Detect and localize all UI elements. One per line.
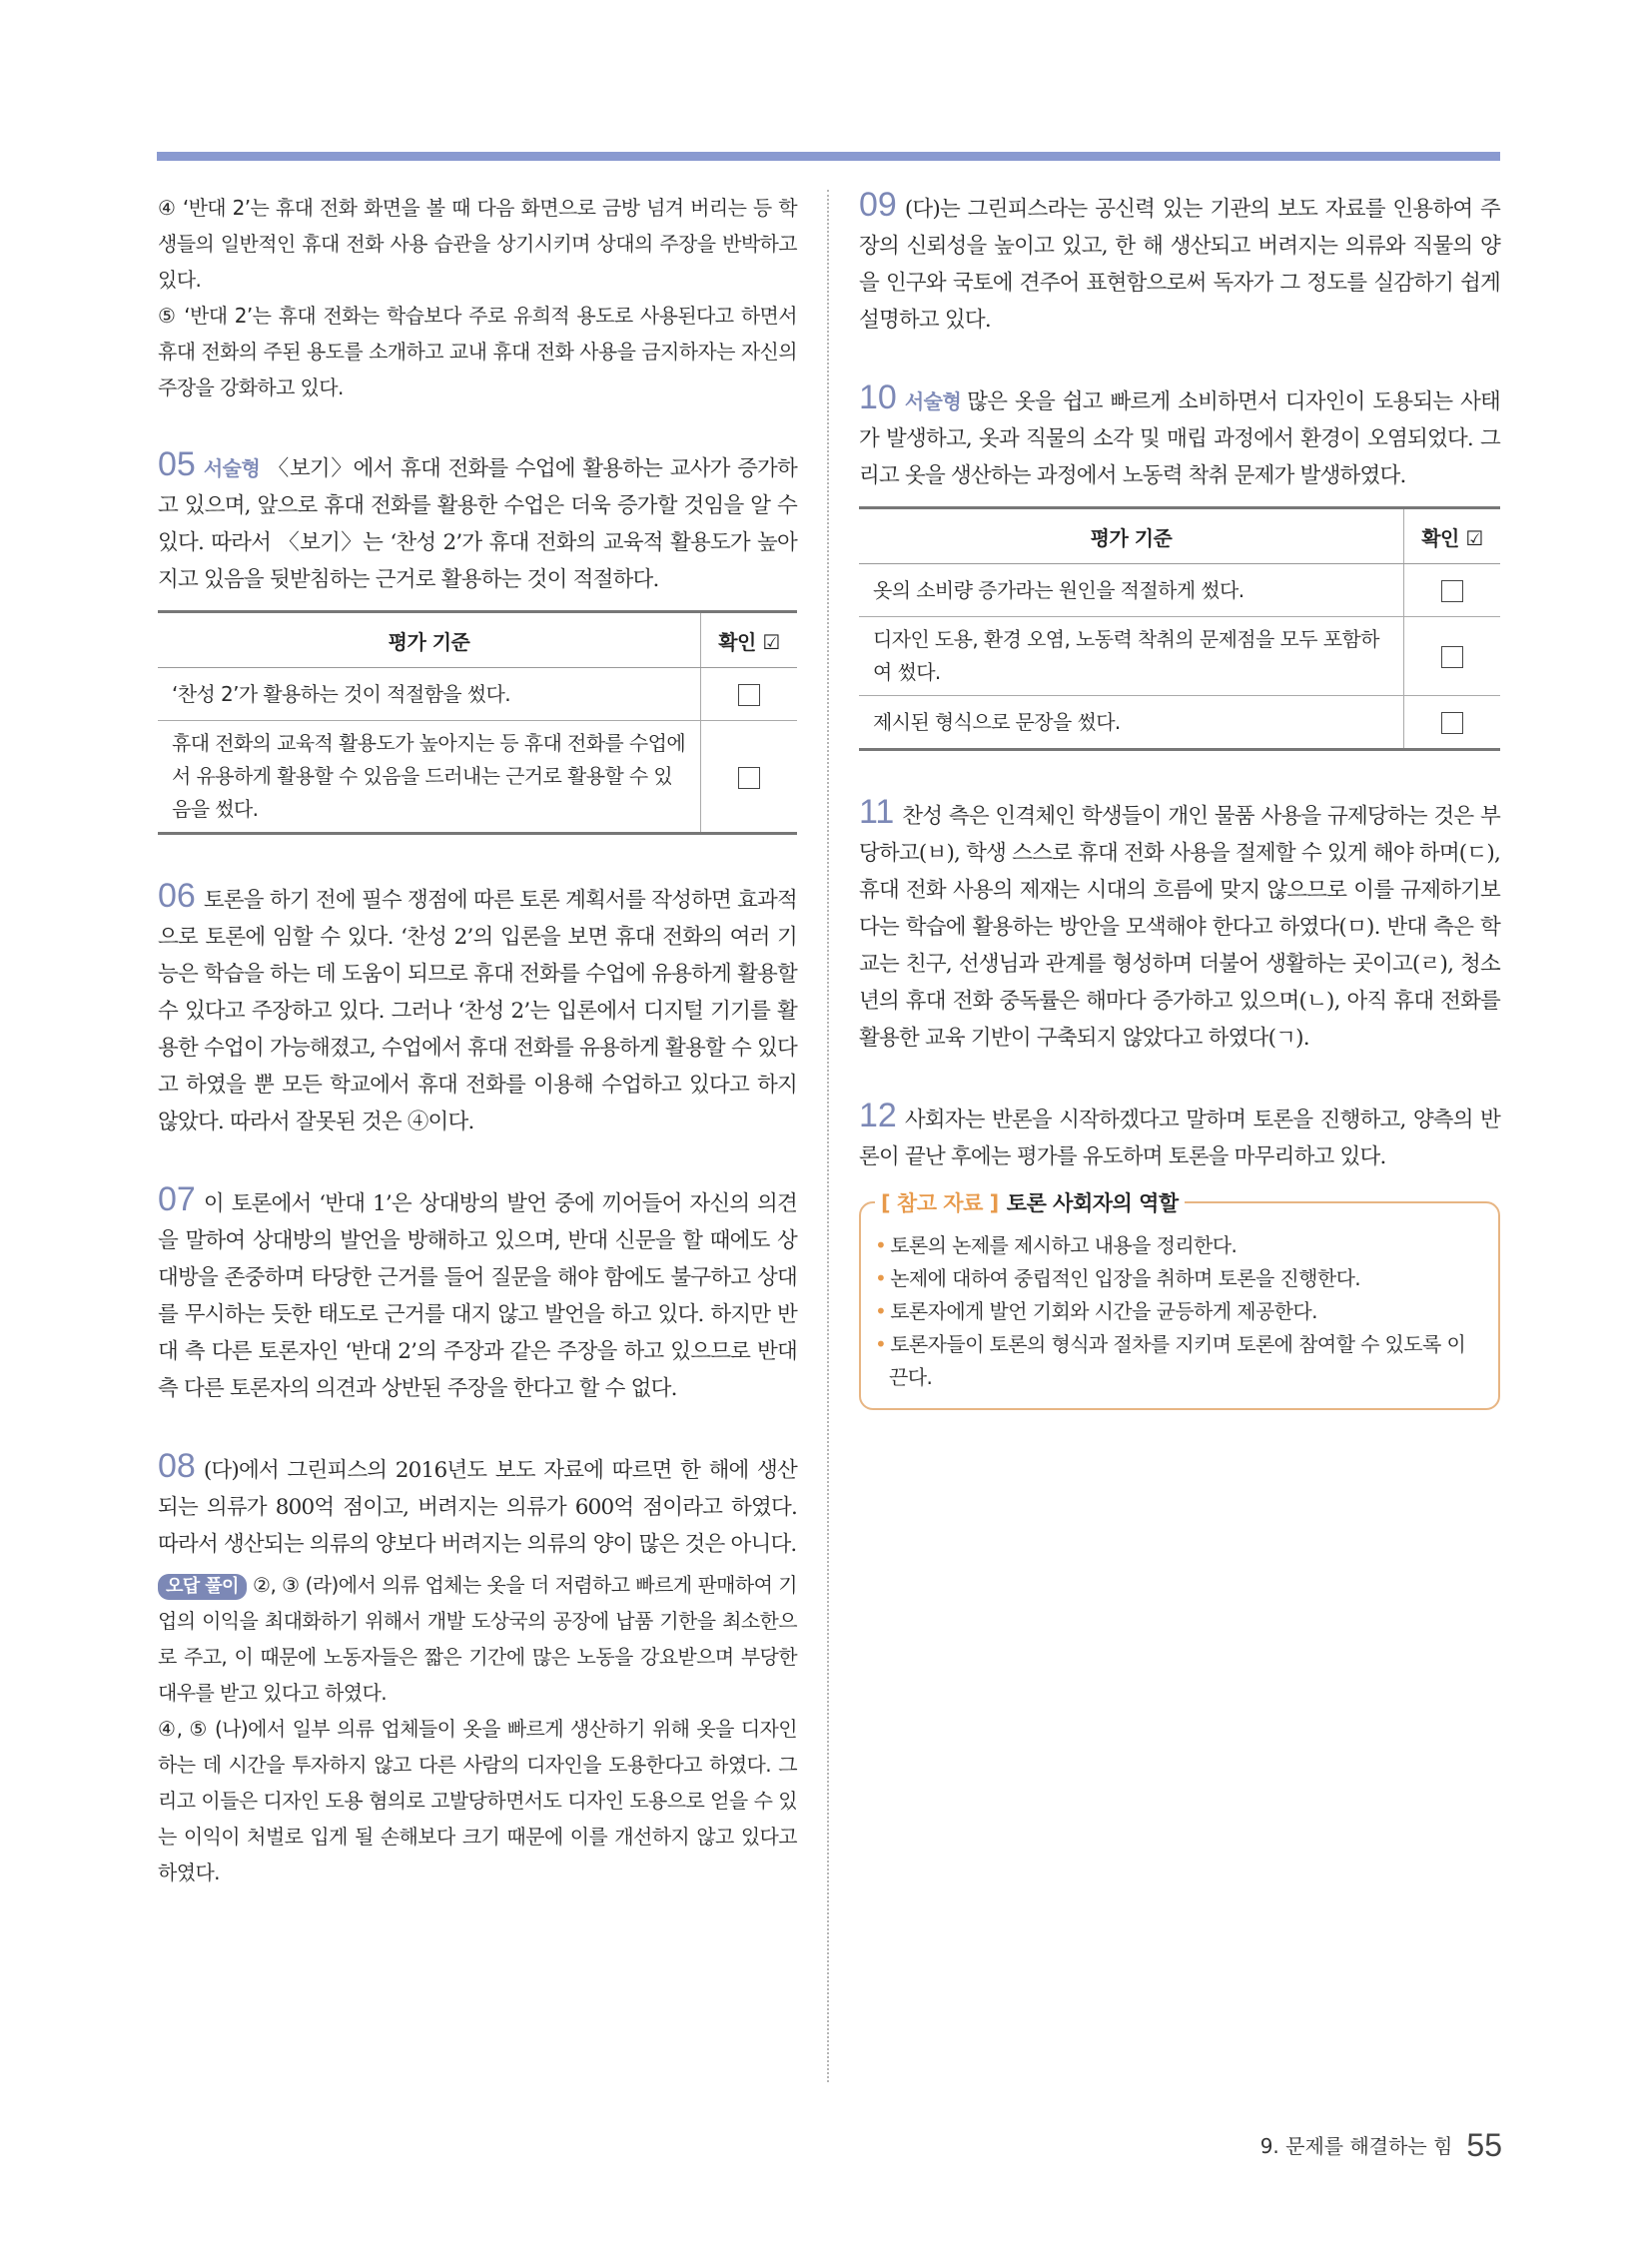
table-row: [158, 721, 797, 834]
checkbox[interactable]: [738, 767, 760, 789]
question-number: 12: [859, 1097, 897, 1134]
page-number: 55: [1466, 2127, 1502, 2163]
answer-option-5: ⑤ ‘반대 2’는 휴대 전화는 학습보다 주로 유희적 용도로 사용된다고 하면서 휴대 전화의 주된 용도를 소개하고 교내 휴대 전화 사용을 금지하자는 자신의 주장을 강화하고 있다.: [158, 304, 797, 399]
table-row: [859, 564, 1500, 617]
reference-label: [ 참고 자료 ]: [881, 1191, 999, 1215]
evaluation-table: [158, 610, 797, 835]
question-number: 05: [158, 445, 196, 483]
table-header-criteria: 평가 기준: [158, 612, 701, 668]
question-number: 11: [859, 793, 895, 831]
answer-option-4: ④ ‘반대 2’는 휴대 전화 화면을 볼 때 다음 화면으로 금방 넘겨 버리는 등 학생들의 일반적인 휴대 전화 사용 습관을 상기시키며 상대의 주장을 반박하고 있다.: [158, 196, 797, 292]
checkbox[interactable]: [1441, 712, 1463, 734]
question-number: 08: [158, 1447, 196, 1485]
question-11: [859, 793, 1500, 1057]
left-column: [158, 190, 797, 1890]
question-number: 09: [859, 186, 897, 224]
header-bar: [157, 152, 1500, 161]
bullet-icon: •: [875, 1299, 887, 1323]
question-answer-text: 이 토론에서 ‘반대 1’은 상대방의 발언 중에 끼어들어 자신의 의견을 말하여 상대방의 발언을 방해하고 있으며, 반대 신문을 할 때에도 상대방을 존중하며 타당한 근거를 들어 질문을 해야 함에도 불구하고 상대를 무시하는 듯한 태도로 근거를 대지 않고 발언을 하고 있다. 하지만 반대 측 다른 토론자인 ‘반대 2’의 주장과 같은 주장을 하고 있으므로 반대 측 다른 토론자의 의견과 상반된 주장을 한다고 할 수 없다.: [158, 1191, 797, 1401]
question-answer-text: 찬성 측은 인격체인 학생들이 개인 물품 사용을 규제당하는 것은 부당하고(ㅂ), 학생 스스로 휴대 전화 사용을 절제할 수 있게 해야 하며(ㄷ), 휴대 전화 사용의 제재는 시대의 흐름에 맞지 않으므로 이를 규제하기보다는 학습에 활용하는 방안을 모색해야 한다고 하였다(ㅁ). 반대 측은 학교는 친구, 선생님과 관계를 형성하며 더불어 생활하는 곳이고(ㄹ), 청소년의 휴대 전화 중독률은 해마다 증가하고 있으며(ㄴ), 아직 휴대 전화를 활용한 교육 기반이 구축되지 않았다고 하였다(ㄱ).: [859, 804, 1500, 1051]
table-header-criteria: 평가 기준: [859, 508, 1404, 564]
reference-item: • 토론의 논제를 제시하고 내용을 정리한다.: [875, 1233, 1238, 1257]
reference-item: • 토론자에게 발언 기회와 시간을 균등하게 제공한다.: [875, 1299, 1317, 1323]
question-answer-text: 많은 옷을 쉽고 빠르게 소비하면서 디자인이 도용되는 사태가 발생하고, 옷과 직물의 소각 및 매립 과정에서 환경이 오염되었다. 그리고 옷을 생산하는 과정에서 노동력 착취 문제가 발생하였다.: [859, 389, 1500, 488]
question-tag: 서술형: [203, 456, 261, 480]
question-12: [859, 1097, 1500, 1410]
criteria-cell: 제시된 형식으로 문장을 썼다.: [859, 696, 1404, 750]
wrong-answer-explanation-1: ②, ③ (라)에서 의류 업체는 옷을 더 저렴하고 빠르게 판매하여 기업의 이익을 최대화하기 위해서 개발 도상국의 공장에 납품 기한을 최소한으로 주고, 이 때문에 노동자들은 짧은 기간에 많은 노동을 강요받으며 부당한 대우를 받고 있다고 하였다.: [158, 1573, 797, 1705]
table-row: [859, 696, 1500, 750]
table-row: [859, 617, 1500, 696]
reference-item: • 논제에 대하여 중립적인 입장을 취하며 토론을 진행한다.: [875, 1266, 1361, 1290]
question-09: [859, 186, 1500, 339]
page-footer: [1260, 2127, 1502, 2164]
question-answer-text: 〈보기〉에서 휴대 전화를 수업에 활용하는 교사가 증가하고 있으며, 앞으로 휴대 전화를 활용한 수업은 더욱 증가할 것임을 알 수 있다. 따라서 〈보기〉는 ‘찬성 2’가 휴대 전화의 교육적 활용도가 높아지고 있음을 뒷받침하는 근거로 활용하는 것이 적절하다.: [158, 456, 797, 592]
checkbox[interactable]: [1441, 580, 1463, 602]
question-tag: 서술형: [904, 389, 962, 413]
question-answer-text: (다)에서 그린피스의 2016년도 보도 자료에 따르면 한 해에 생산되는 의류가 800억 점이고, 버려지는 의류가 600억 점이라고 하였다. 따라서 생산되는 의류의 양보다 버려지는 의류의 양이 많은 것은 아니다.: [158, 1458, 797, 1557]
table-header-check: 확인 ☑: [701, 612, 798, 668]
question-10: [859, 378, 1500, 751]
reference-title: 토론 사회자의 역할: [1006, 1191, 1179, 1215]
bullet-icon: •: [875, 1266, 887, 1290]
question-number: 06: [158, 877, 196, 915]
wrong-answer-explanation-2: ④, ⑤ (나)에서 일부 의류 업체들이 옷을 빠르게 생산하기 위해 옷을 디자인하는 데 시간을 투자하지 않고 다른 사람의 디자인을 도용한다고 하였다. 그리고 이들은 디자인 도용 혐의로 고발당하면서도 디자인 도용으로 얻을 수 있는 이익이 처벌로 입게 될 손해보다 크기 때문에 이를 개선하지 않고 있다고 하였다.: [158, 1717, 797, 1884]
wrong-answer-badge: 오답 풀이: [158, 1574, 247, 1600]
bullet-icon: •: [875, 1233, 887, 1257]
table-row: [158, 668, 797, 721]
reference-item: • 토론자들이 토론의 형식과 절차를 지키며 토론에 참여할 수 있도록 이끈다.: [875, 1332, 1466, 1389]
question-answer-text: 토론을 하기 전에 필수 쟁점에 따른 토론 계획서를 작성하면 효과적으로 토론에 임할 수 있다. ‘찬성 2’의 입론을 보면 휴대 전화의 여러 기능은 학습을 하는 데 도움이 되므로 휴대 전화를 수업에 유용하게 활용할 수 있다고 주장하고 있다. 그러나 ‘찬성 2’는 입론에서 디지털 기기를 활용한 수업이 가능해졌고, 수업에서 휴대 전화를 유용하게 활용할 수 있다고 하였을 뿐 모든 학교에서 휴대 전화를 이용해 수업하고 있다고 하지 않았다. 따라서 잘못된 것은 ④이다.: [158, 888, 797, 1134]
question-07: [158, 1180, 797, 1407]
checkbox[interactable]: [1441, 646, 1463, 668]
criteria-cell: 옷의 소비량 증가라는 원인을 적절하게 썼다.: [859, 564, 1404, 617]
criteria-cell: ‘찬성 2’가 활용하는 것이 적절함을 썼다.: [158, 668, 701, 721]
criteria-cell: 디자인 도용, 환경 오염, 노동력 착취의 문제점을 모두 포함하여 썼다.: [859, 617, 1404, 696]
table-header-check: 확인 ☑: [1404, 508, 1501, 564]
question-number: 10: [859, 378, 897, 416]
column-divider: [827, 190, 829, 2082]
reference-box: [859, 1191, 1500, 1410]
evaluation-table: [859, 506, 1500, 751]
question-number: 07: [158, 1180, 196, 1218]
question-05: [158, 445, 797, 835]
right-column: [859, 186, 1500, 1410]
bullet-icon: •: [875, 1332, 887, 1356]
reference-heading: [875, 1187, 1185, 1217]
checkbox[interactable]: [738, 684, 760, 706]
criteria-cell: 휴대 전화의 교육적 활용도가 높아지는 등 휴대 전화를 수업에서 유용하게 활용할 수 있음을 드러내는 근거로 활용할 수 있음을 썼다.: [158, 721, 701, 834]
question-answer-text: (다)는 그린피스라는 공신력 있는 기관의 보도 자료를 인용하여 주장의 신뢰성을 높이고 있고, 한 해 생산되고 버려지는 의류와 직물의 양을 인구와 국토에 견주어 표현함으로써 독자가 그 정도를 실감하기 쉽게 설명하고 있다.: [859, 197, 1500, 333]
question-06: [158, 877, 797, 1140]
chapter-title: 9. 문제를 해결하는 힘: [1259, 2134, 1453, 2158]
question-08: [158, 1447, 797, 1890]
question-answer-text: 사회자는 반론을 시작하겠다고 말하며 토론을 진행하고, 양측의 반론이 끝난 후에는 평가를 유도하며 토론을 마무리하고 있다.: [859, 1108, 1500, 1169]
answer-intro: [158, 190, 797, 405]
